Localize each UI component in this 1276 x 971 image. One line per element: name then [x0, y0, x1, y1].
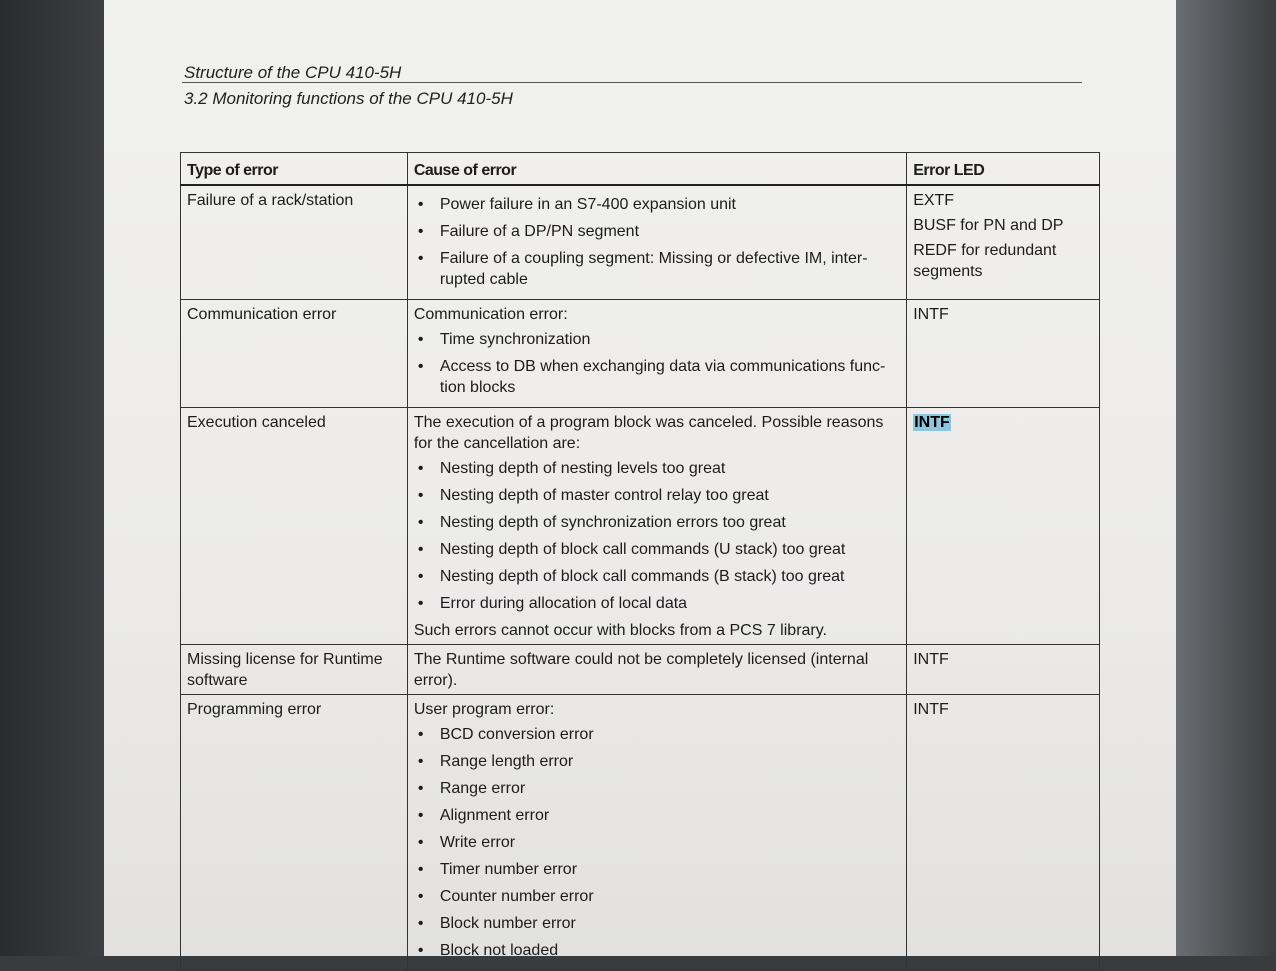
- column-header-led: Error LED: [907, 153, 1100, 186]
- cause-intro: The execution of a program block was canceled. Possible reasons for the cancellation are:: [413, 414, 884, 452]
- error-led-cell: [907, 300, 1100, 408]
- table-row: [181, 408, 1100, 645]
- led-text: INTF: [914, 414, 950, 431]
- cause-list-item: • Nesting depth of block call commands (B stack) too great: [414, 566, 900, 587]
- led-label: [913, 190, 1093, 211]
- section-header: 3.2 Monitoring functions of the CPU 410-5H: [184, 89, 513, 108]
- cause-list-item: • Nesting depth of nesting levels too great: [414, 458, 900, 479]
- cause-list-item: • Time synchronization: [414, 329, 900, 350]
- cause-list-item: • Range length error: [414, 751, 900, 772]
- cause-list-item: • Failure of a coupling segment: Missing or defective IM, inter-rupted cable: [414, 248, 900, 290]
- led-label: [913, 304, 1093, 325]
- led-label: [913, 240, 1093, 282]
- error-led-cell: [907, 408, 1100, 645]
- cause-list-item: • Alignment error: [414, 805, 900, 826]
- cause-list-item: • Access to DB when exchanging data via communications func-tion blocks: [414, 356, 900, 398]
- error-cause-cell: [407, 695, 906, 971]
- cause-list-item: • Write error: [414, 832, 900, 853]
- error-cause-cell: [407, 408, 906, 645]
- error-led-cell: [907, 645, 1100, 695]
- cause-list: [414, 329, 900, 398]
- cause-intro: The Runtime software could not be completely licensed (internal error).: [413, 651, 869, 689]
- error-type-cell: Missing license for Runtime software: [181, 645, 408, 695]
- error-type-cell: Failure of a rack/station: [181, 185, 408, 300]
- cause-list-item: • Timer number error: [414, 859, 900, 880]
- header-rule: [182, 82, 1082, 83]
- cause-list-item: • Block not loaded: [414, 940, 900, 961]
- led-label: [913, 649, 1093, 670]
- error-cause-cell: [407, 645, 906, 695]
- column-header-type: Type of error: [181, 153, 408, 186]
- table-row: [181, 695, 1100, 971]
- error-cause-cell: [407, 300, 906, 408]
- cause-list: [414, 724, 900, 961]
- table-row: [181, 300, 1100, 408]
- error-table: [180, 152, 1100, 971]
- cause-list-item: • Block number error: [414, 913, 900, 934]
- led-text: INTF: [913, 701, 949, 718]
- table-row: [181, 645, 1100, 695]
- table-header-row: [181, 153, 1100, 186]
- cause-intro: User program error:: [413, 701, 555, 718]
- cause-list-item: • Nesting depth of synchronization errors too great: [414, 512, 900, 533]
- cause-list: [414, 194, 900, 290]
- document-page: [104, 0, 1176, 959]
- led-label: [913, 215, 1093, 236]
- cause-list-item: • Nesting depth of block call commands (U stack) too great: [414, 539, 900, 560]
- error-type-cell: Execution canceled: [181, 408, 408, 645]
- cause-list-item: • Failure of a DP/PN segment: [414, 221, 900, 242]
- cause-list-item: • Power failure in an S7-400 expansion unit: [414, 194, 900, 215]
- led-text: INTF: [913, 651, 949, 668]
- table-row: [181, 185, 1100, 300]
- cause-note: Such errors cannot occur with blocks from a PCS 7 library.: [413, 622, 827, 639]
- column-header-cause: Cause of error: [407, 153, 906, 186]
- led-label: [913, 412, 1093, 433]
- cause-list-item: • Range error: [414, 778, 900, 799]
- error-type-cell: Communication error: [181, 300, 408, 408]
- cause-list-item: • Nesting depth of master control relay too great: [414, 485, 900, 506]
- led-text: REDF for redundant segments: [913, 242, 1057, 280]
- led-label: [913, 699, 1093, 720]
- monitor-bezel-left: [0, 0, 104, 956]
- chapter-header: Structure of the CPU 410-5H: [184, 63, 402, 82]
- led-text: BUSF for PN and DP: [913, 217, 1064, 234]
- error-cause-cell: [407, 185, 906, 300]
- cause-list: [414, 458, 900, 614]
- cause-list-item: • Counter number error: [414, 886, 900, 907]
- error-led-cell: [907, 185, 1100, 300]
- led-text: INTF: [913, 306, 949, 323]
- monitor-bezel-right: [1176, 0, 1276, 956]
- cause-list-item: • Error during allocation of local data: [414, 593, 900, 614]
- error-led-cell: [907, 695, 1100, 971]
- error-type-cell: Programming error: [181, 695, 408, 971]
- cause-list-item: • BCD conversion error: [414, 724, 900, 745]
- led-text: EXTF: [913, 192, 955, 209]
- cause-intro: Communication error:: [413, 306, 568, 323]
